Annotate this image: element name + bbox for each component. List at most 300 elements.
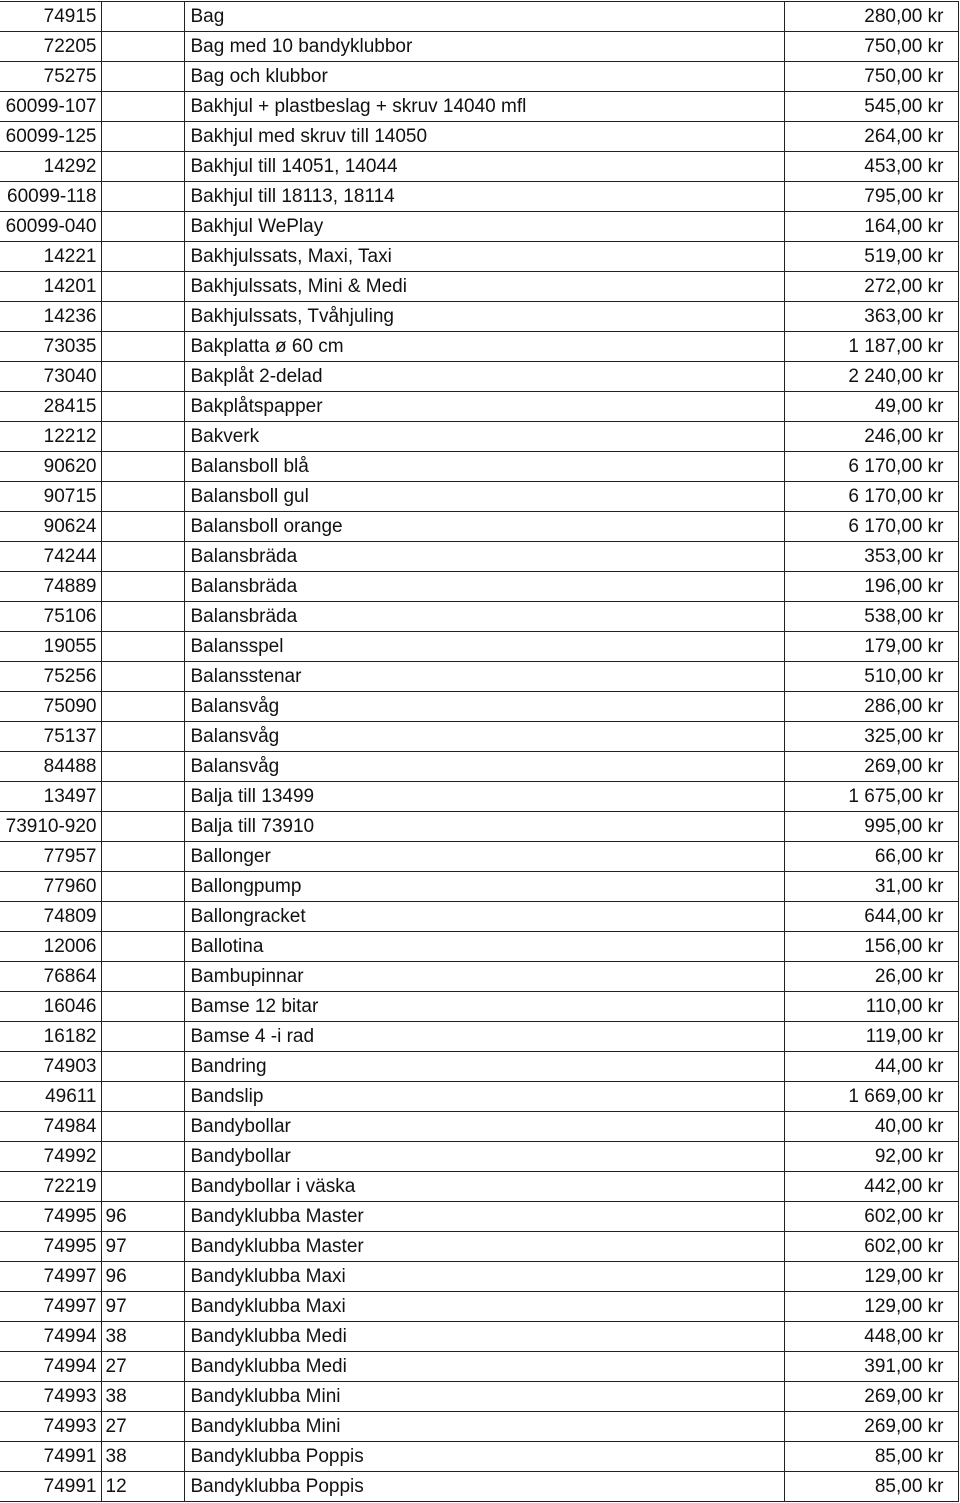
price-cell — [784, 1232, 958, 1262]
product-name-cell — [184, 1142, 784, 1172]
product-name-cell — [184, 932, 784, 962]
product-name-text: Bakplatta ø 60 cm — [190, 336, 344, 357]
article-number-text: 74993 — [43, 1386, 97, 1407]
product-name-cell — [184, 1412, 784, 1442]
price-text: 602,00 kr — [864, 1236, 944, 1257]
price-cell — [784, 422, 958, 452]
variant-cell — [101, 1142, 184, 1172]
article-number-text: 74995 — [43, 1206, 97, 1227]
product-name-text: Bandyklubba Mini — [190, 1386, 341, 1407]
product-name-cell — [184, 32, 784, 62]
product-name-text: Bakhjul + plastbeslag + skruv 14040 mfl — [190, 96, 527, 117]
product-name-text: Bandyklubba Poppis — [190, 1446, 364, 1467]
price-text: 280,00 kr — [864, 6, 944, 27]
product-name-text: Bag — [190, 6, 225, 27]
price-cell — [784, 782, 958, 812]
article-number-text: 14221 — [43, 246, 97, 267]
article-number-text: 49611 — [45, 1086, 97, 1107]
article-number-text: 16046 — [43, 996, 97, 1017]
product-name-cell — [184, 1172, 784, 1202]
article-number-text: 74984 — [43, 1116, 97, 1137]
article-number-cell — [0, 1052, 101, 1082]
price-cell — [784, 722, 958, 752]
product-name-text: Bandyklubba Medi — [190, 1326, 347, 1347]
variant-text: 96 — [105, 1266, 127, 1287]
product-name-cell — [184, 152, 784, 182]
article-number-text: 75256 — [43, 666, 97, 687]
price-cell — [784, 1442, 958, 1472]
product-name-cell — [184, 362, 784, 392]
article-number-text: 90624 — [43, 516, 97, 537]
product-name-text: Bandyklubba Poppis — [190, 1476, 364, 1497]
article-number-cell — [0, 602, 101, 632]
price-text: 353,00 kr — [864, 546, 944, 567]
variant-cell — [101, 632, 184, 662]
price-cell — [784, 272, 958, 302]
article-number-cell — [0, 962, 101, 992]
price-cell — [784, 212, 958, 242]
article-number-cell — [0, 62, 101, 92]
product-name-cell — [184, 512, 784, 542]
product-name-cell — [184, 392, 784, 422]
product-name-text: Ballotina — [190, 936, 264, 957]
price-text: 119,00 kr — [865, 1026, 944, 1047]
variant-cell — [101, 1022, 184, 1052]
price-cell — [784, 1112, 958, 1142]
product-name-cell — [184, 62, 784, 92]
price-cell — [784, 752, 958, 782]
product-name-cell — [184, 1052, 784, 1082]
price-cell — [784, 512, 958, 542]
price-text: 40,00 kr — [874, 1116, 944, 1137]
product-name-cell — [184, 662, 784, 692]
table-row — [0, 212, 958, 242]
product-name-text: Balansspel — [190, 636, 284, 657]
article-number-cell — [0, 182, 101, 212]
article-number-text: 74903 — [43, 1056, 97, 1077]
table-row — [0, 32, 958, 62]
price-text: 750,00 kr — [864, 66, 944, 87]
variant-cell — [101, 1172, 184, 1202]
variant-cell — [101, 242, 184, 272]
article-number-text: 74991 — [43, 1446, 97, 1467]
price-cell — [784, 1382, 958, 1412]
price-text: 110,00 kr — [865, 996, 944, 1017]
article-number-text: 60099-125 — [5, 126, 97, 147]
price-text: 92,00 kr — [874, 1146, 944, 1167]
article-number-text: 14236 — [43, 306, 97, 327]
product-name-cell — [184, 1382, 784, 1412]
product-name-cell — [184, 1232, 784, 1262]
product-name-text: Bag och klubbor — [190, 66, 328, 87]
price-text: 269,00 kr — [864, 1386, 944, 1407]
article-number-text: 74992 — [43, 1146, 97, 1167]
article-number-cell — [0, 362, 101, 392]
article-number-text: 14292 — [43, 156, 97, 177]
price-text: 795,00 kr — [864, 186, 944, 207]
table-row — [0, 1352, 958, 1382]
product-name-cell — [184, 422, 784, 452]
price-cell — [784, 1202, 958, 1232]
article-number-text: 90715 — [43, 486, 97, 507]
variant-cell — [101, 62, 184, 92]
product-name-cell — [184, 332, 784, 362]
variant-text: 97 — [105, 1236, 127, 1257]
price-cell — [784, 932, 958, 962]
product-name-cell — [184, 1112, 784, 1142]
price-cell — [784, 92, 958, 122]
price-text: 519,00 kr — [864, 246, 944, 267]
price-text: 448,00 kr — [864, 1326, 944, 1347]
price-text: 750,00 kr — [864, 36, 944, 57]
variant-cell — [101, 752, 184, 782]
product-name-text: Bandybollar — [190, 1146, 291, 1167]
article-number-cell — [0, 302, 101, 332]
variant-cell — [101, 572, 184, 602]
variant-text: 38 — [105, 1386, 127, 1407]
table-row — [0, 452, 958, 482]
article-number-cell — [0, 152, 101, 182]
article-number-cell — [0, 212, 101, 242]
variant-cell — [101, 812, 184, 842]
variant-cell — [101, 422, 184, 452]
price-cell — [784, 1052, 958, 1082]
price-text: 545,00 kr — [864, 96, 944, 117]
product-name-text: Balansvåg — [190, 726, 280, 747]
price-cell — [784, 242, 958, 272]
variant-cell — [101, 1112, 184, 1142]
article-number-cell — [0, 842, 101, 872]
table-row — [0, 782, 958, 812]
price-cell — [784, 1472, 958, 1502]
price-cell — [784, 302, 958, 332]
article-number-text: 73040 — [43, 366, 97, 387]
price-cell — [784, 872, 958, 902]
article-number-cell — [0, 632, 101, 662]
article-number-cell — [0, 692, 101, 722]
article-number-cell — [0, 1472, 101, 1502]
table-row — [0, 512, 958, 542]
variant-cell — [101, 842, 184, 872]
product-name-cell — [184, 482, 784, 512]
variant-cell — [101, 962, 184, 992]
price-text: 156,00 kr — [864, 936, 944, 957]
product-name-cell — [184, 752, 784, 782]
variant-cell — [101, 512, 184, 542]
article-number-cell — [0, 422, 101, 452]
product-name-text: Bakhjul med skruv till 14050 — [190, 126, 428, 147]
price-cell — [784, 842, 958, 872]
table-row — [0, 1022, 958, 1052]
table-row — [0, 872, 958, 902]
price-cell — [784, 902, 958, 932]
product-name-text: Bakhjul till 14051, 14044 — [190, 156, 398, 177]
article-number-cell — [0, 872, 101, 902]
price-text: 246,00 kr — [864, 426, 944, 447]
price-text: 129,00 kr — [864, 1296, 944, 1317]
article-number-text: 75275 — [43, 66, 97, 87]
article-number-text: 74889 — [43, 576, 97, 597]
variant-text: 38 — [105, 1326, 127, 1347]
article-number-cell — [0, 722, 101, 752]
product-name-text: Bakhjulssats, Maxi, Taxi — [190, 246, 392, 267]
price-text: 644,00 kr — [864, 906, 944, 927]
price-cell — [784, 812, 958, 842]
variant-cell — [101, 1352, 184, 1382]
article-number-cell — [0, 512, 101, 542]
article-number-text: 75090 — [43, 696, 97, 717]
article-number-cell — [0, 932, 101, 962]
price-cell — [784, 122, 958, 152]
product-name-text: Bandyklubba Master — [190, 1236, 364, 1257]
variant-cell — [101, 782, 184, 812]
article-number-text: 74991 — [43, 1476, 97, 1497]
price-cell — [784, 62, 958, 92]
product-name-cell — [184, 632, 784, 662]
price-cell — [784, 2, 958, 32]
price-text: 164,00 kr — [864, 216, 944, 237]
variant-cell — [101, 452, 184, 482]
variant-text: 96 — [105, 1206, 127, 1227]
article-number-text: 74994 — [43, 1326, 97, 1347]
price-text: 269,00 kr — [864, 756, 944, 777]
article-number-text: 60099-118 — [7, 186, 97, 207]
table-row — [0, 1262, 958, 1292]
article-number-cell — [0, 1142, 101, 1172]
product-name-cell — [184, 962, 784, 992]
table-row — [0, 92, 958, 122]
article-number-text: 75106 — [43, 606, 97, 627]
product-name-text: Balja till 73910 — [190, 816, 315, 837]
variant-cell — [101, 482, 184, 512]
article-number-text: 84488 — [43, 756, 97, 777]
product-name-text: Bandyklubba Mini — [190, 1416, 341, 1437]
product-name-cell — [184, 602, 784, 632]
article-number-text: 14201 — [43, 276, 97, 297]
product-name-cell — [184, 1442, 784, 1472]
price-cell — [784, 1172, 958, 1202]
product-name-text: Balansbräda — [190, 576, 298, 597]
article-number-text: 12212 — [43, 426, 97, 447]
price-text: 85,00 kr — [874, 1476, 944, 1497]
price-cell — [784, 1292, 958, 1322]
product-name-text: Bandyklubba Maxi — [190, 1296, 346, 1317]
price-cell — [784, 1322, 958, 1352]
article-number-cell — [0, 782, 101, 812]
table-row — [0, 662, 958, 692]
article-number-text: 74244 — [43, 546, 97, 567]
article-number-text: 60099-040 — [5, 216, 97, 237]
variant-text: 27 — [105, 1416, 127, 1437]
price-text: 85,00 kr — [874, 1446, 944, 1467]
article-number-text: 72219 — [43, 1176, 97, 1197]
price-text: 6 170,00 kr — [848, 456, 944, 477]
product-name-text: Balansvåg — [190, 756, 280, 777]
product-name-text: Balansbräda — [190, 606, 298, 627]
price-cell — [784, 1082, 958, 1112]
price-cell — [784, 152, 958, 182]
price-cell — [784, 542, 958, 572]
table-row — [0, 362, 958, 392]
product-name-text: Bakhjul WePlay — [190, 216, 324, 237]
price-text: 1 187,00 kr — [848, 336, 944, 357]
article-number-cell — [0, 1262, 101, 1292]
price-text: 995,00 kr — [864, 816, 944, 837]
variant-cell — [101, 1262, 184, 1292]
article-number-cell — [0, 1202, 101, 1232]
article-number-cell — [0, 1112, 101, 1142]
product-name-cell — [184, 1082, 784, 1112]
table-row — [0, 542, 958, 572]
price-text: 49,00 kr — [874, 396, 944, 417]
price-text: 325,00 kr — [864, 726, 944, 747]
price-cell — [784, 602, 958, 632]
product-name-text: Bamse 4 -i rad — [190, 1026, 315, 1047]
variant-cell — [101, 1412, 184, 1442]
article-number-cell — [0, 2, 101, 32]
variant-cell — [101, 902, 184, 932]
price-text: 442,00 kr — [864, 1176, 944, 1197]
table-row — [0, 122, 958, 152]
variant-cell — [101, 1322, 184, 1352]
product-name-text: Ballonger — [190, 846, 271, 867]
product-name-cell — [184, 572, 784, 602]
price-text: 66,00 kr — [874, 846, 944, 867]
table-row — [0, 152, 958, 182]
product-name-text: Bamse 12 bitar — [190, 996, 319, 1017]
article-number-text: 74809 — [43, 906, 97, 927]
table-row — [0, 1202, 958, 1232]
article-number-text: 19055 — [43, 636, 97, 657]
product-name-cell — [184, 1352, 784, 1382]
product-name-text: Bakhjulssats, Tvåhjuling — [190, 306, 394, 327]
product-name-text: Bandybollar — [190, 1116, 291, 1137]
article-number-cell — [0, 92, 101, 122]
price-text: 196,00 kr — [864, 576, 944, 597]
price-cell — [784, 362, 958, 392]
product-name-cell — [184, 1292, 784, 1322]
price-cell — [784, 392, 958, 422]
article-number-cell — [0, 1082, 101, 1112]
table-row — [0, 1382, 958, 1412]
product-name-cell — [184, 452, 784, 482]
variant-text: 12 — [105, 1476, 127, 1497]
product-name-text: Bakverk — [190, 426, 260, 447]
article-number-cell — [0, 482, 101, 512]
table-row — [0, 572, 958, 602]
product-name-cell — [184, 2, 784, 32]
article-number-cell — [0, 1232, 101, 1262]
product-name-cell — [184, 92, 784, 122]
product-name-text: Ballongpump — [190, 876, 302, 897]
table-row — [0, 932, 958, 962]
price-text: 538,00 kr — [864, 606, 944, 627]
price-text: 363,00 kr — [864, 306, 944, 327]
variant-cell — [101, 272, 184, 302]
product-name-text: Balansstenar — [190, 666, 302, 687]
product-name-text: Bakplåtspapper — [190, 396, 323, 417]
article-number-text: 90620 — [43, 456, 97, 477]
article-number-cell — [0, 1382, 101, 1412]
product-name-text: Bakhjulssats, Mini & Medi — [190, 276, 407, 297]
article-number-text: 77960 — [43, 876, 97, 897]
variant-cell — [101, 872, 184, 902]
price-cell — [784, 692, 958, 722]
variant-cell — [101, 122, 184, 152]
article-number-text: 60099-107 — [5, 96, 97, 117]
variant-cell — [101, 212, 184, 242]
article-number-text: 74994 — [43, 1356, 97, 1377]
table-row — [0, 482, 958, 512]
table-row — [0, 422, 958, 452]
article-number-cell — [0, 242, 101, 272]
variant-text: 38 — [105, 1446, 127, 1467]
article-number-text: 76864 — [43, 966, 97, 987]
price-cell — [784, 962, 958, 992]
table-row — [0, 992, 958, 1022]
article-number-text: 74997 — [43, 1296, 97, 1317]
variant-cell — [101, 32, 184, 62]
variant-cell — [101, 1292, 184, 1322]
table-row — [0, 332, 958, 362]
table-row — [0, 1292, 958, 1322]
article-number-text: 12006 — [43, 936, 97, 957]
article-number-cell — [0, 812, 101, 842]
table-row — [0, 962, 958, 992]
product-name-text: Bambupinnar — [190, 966, 304, 987]
article-number-text: 72205 — [43, 36, 97, 57]
price-text: 1 669,00 kr — [848, 1086, 944, 1107]
article-number-cell — [0, 1292, 101, 1322]
price-cell — [784, 182, 958, 212]
article-number-cell — [0, 332, 101, 362]
article-number-cell — [0, 992, 101, 1022]
price-text: 602,00 kr — [864, 1206, 944, 1227]
table-row — [0, 62, 958, 92]
product-name-cell — [184, 872, 784, 902]
table-row — [0, 692, 958, 722]
table-row — [0, 1112, 958, 1142]
variant-cell — [101, 1202, 184, 1232]
article-number-cell — [0, 1412, 101, 1442]
price-cell — [784, 1142, 958, 1172]
variant-cell — [101, 332, 184, 362]
product-name-cell — [184, 212, 784, 242]
product-name-cell — [184, 1202, 784, 1232]
article-number-text: 74915 — [43, 6, 97, 27]
product-name-text: Balansvåg — [190, 696, 280, 717]
price-cell — [784, 1352, 958, 1382]
price-text: 269,00 kr — [864, 1416, 944, 1437]
price-text: 272,00 kr — [864, 276, 944, 297]
price-text: 453,00 kr — [864, 156, 944, 177]
article-number-cell — [0, 1442, 101, 1472]
price-text: 286,00 kr — [864, 696, 944, 717]
article-number-text: 73910-920 — [5, 816, 97, 837]
product-name-text: Bandyklubba Medi — [190, 1356, 347, 1377]
price-cell — [784, 452, 958, 482]
article-number-cell — [0, 1172, 101, 1202]
product-name-text: Bakhjul till 18113, 18114 — [190, 186, 395, 207]
article-number-cell — [0, 392, 101, 422]
article-number-cell — [0, 1322, 101, 1352]
article-number-text: 16182 — [43, 1026, 97, 1047]
variant-cell — [101, 1082, 184, 1112]
variant-cell — [101, 1472, 184, 1502]
product-name-cell — [184, 842, 784, 872]
product-name-cell — [184, 1022, 784, 1052]
article-number-cell — [0, 542, 101, 572]
